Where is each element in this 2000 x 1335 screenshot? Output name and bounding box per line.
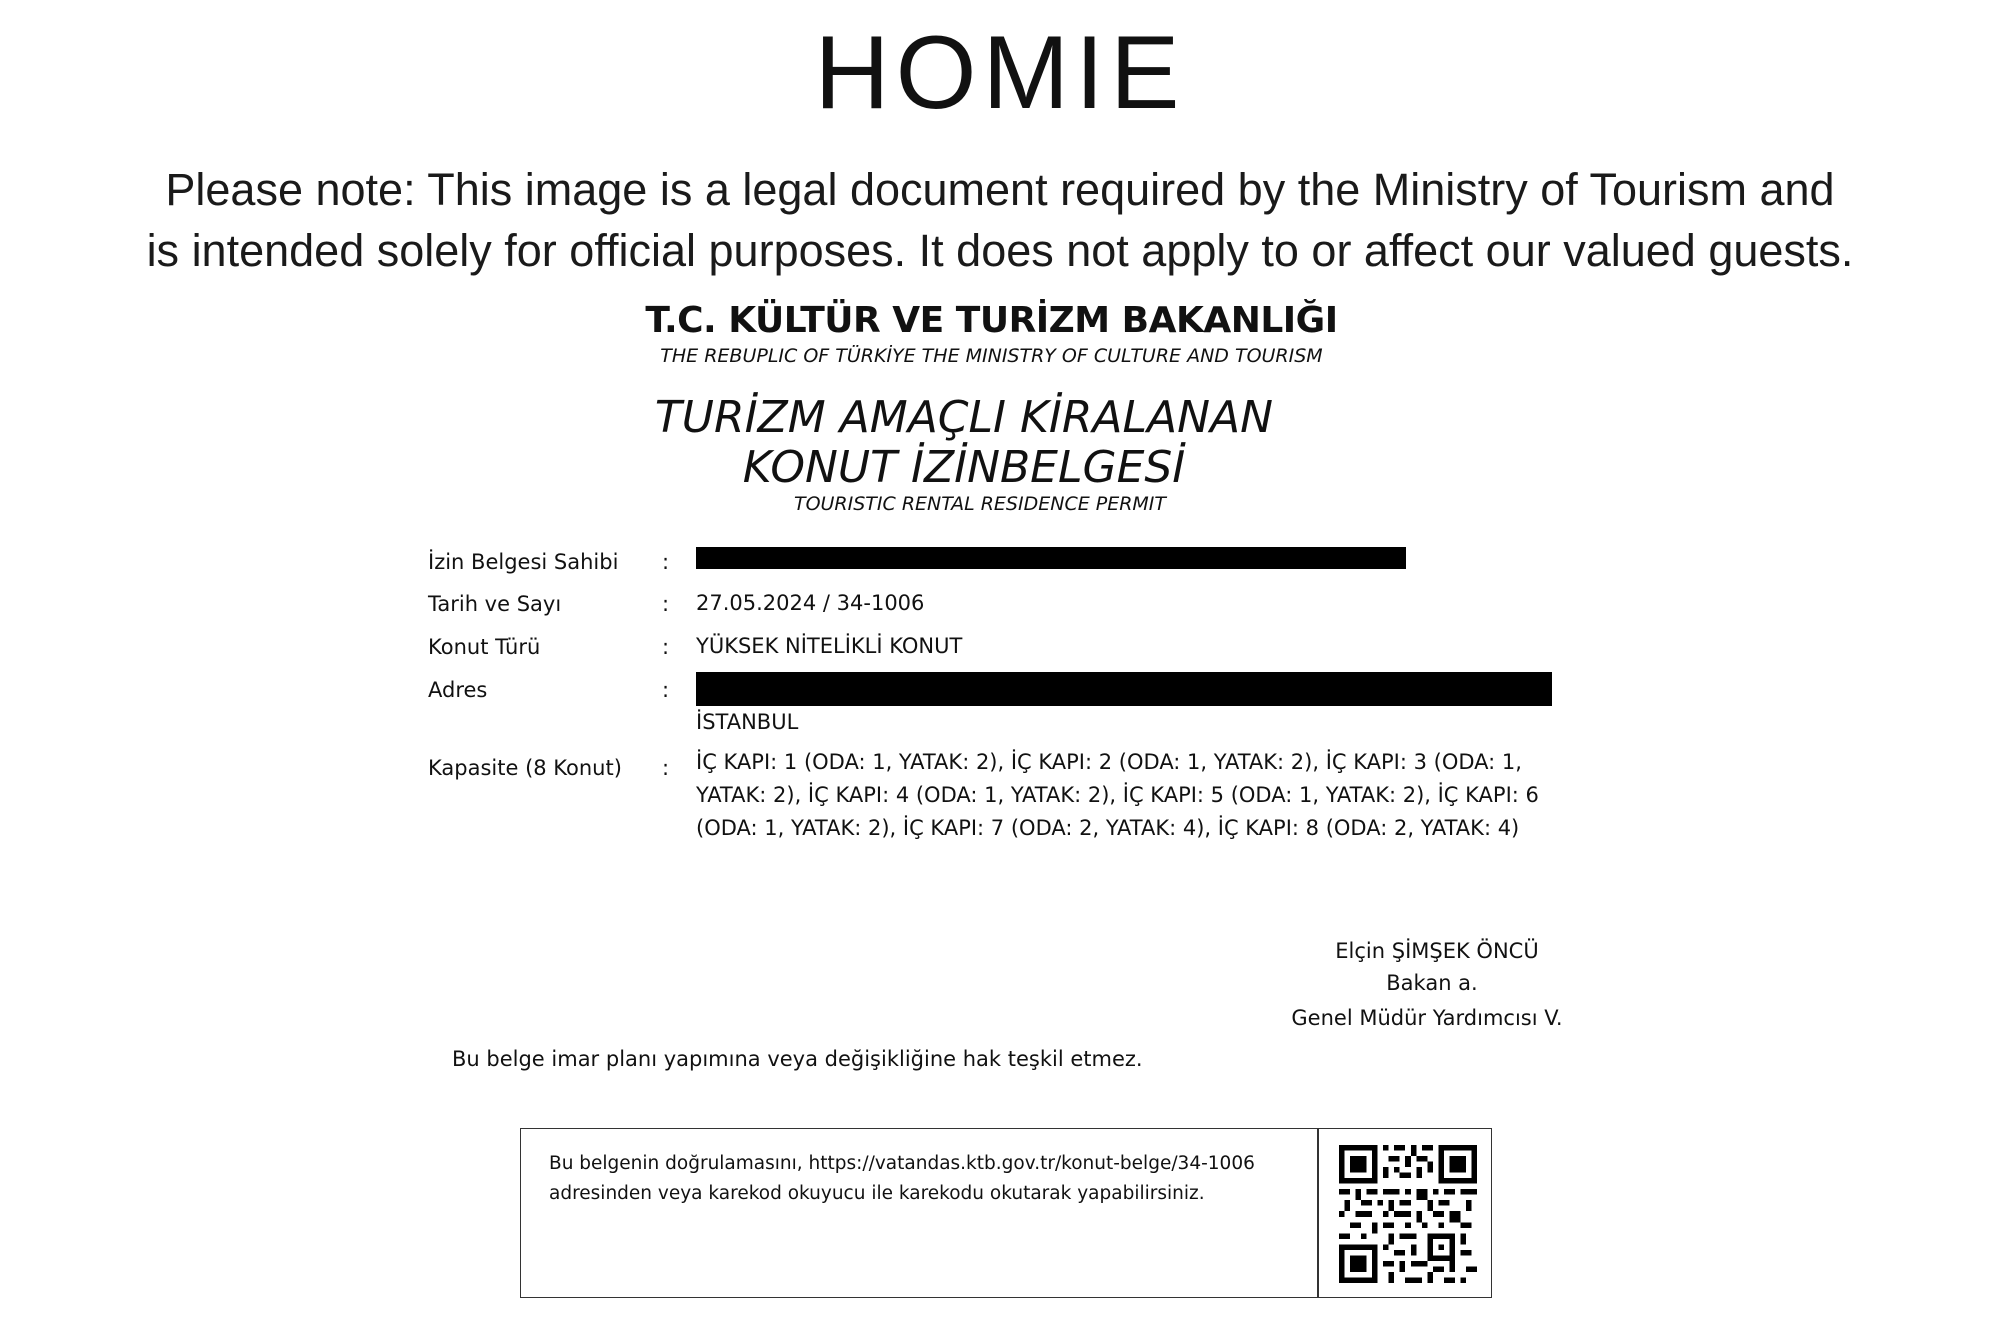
address-city: İSTANBUL xyxy=(696,710,799,734)
verification-line-1: Bu belgenin doğrulamasını, https://vatandas.ktb.gov.tr/konut-belge/34-1006 xyxy=(549,1153,1255,1174)
zoning-disclaimer: Bu belge imar planı yapımına veya değişikliğine hak teşkil etmez. xyxy=(452,1047,1143,1071)
capacity-line-2: YATAK: 2), İÇ KAPI: 4 (ODA: 1, YATAK: 2), İÇ KAPI: 5 (ODA: 1, YATAK: 2), İÇ KAPI: 6 xyxy=(696,783,1539,807)
date-label: Tarih ve Sayı xyxy=(428,592,562,616)
signatory-role-2: Genel Müdür Yardımcısı V. xyxy=(1291,1006,1563,1030)
date-colon: : xyxy=(662,592,670,616)
permit-title-line-2: KONUT İZİNBELGESİ xyxy=(742,442,1186,493)
holder-redaction xyxy=(696,547,1406,569)
type-label: Konut Türü xyxy=(428,635,541,659)
capacity-line-1: İÇ KAPI: 1 (ODA: 1, YATAK: 2), İÇ KAPI: 2 (ODA: 1, YATAK: 2), İÇ KAPI: 3 (ODA: 1, xyxy=(696,750,1522,774)
verification-divider xyxy=(1317,1129,1319,1297)
signatory-name: Elçin ŞİMŞEK ÖNCÜ xyxy=(1335,939,1539,963)
permit-title-line-1: TURİZM AMAÇLI KİRALANAN xyxy=(654,392,1274,443)
permit-title-english: TOURISTIC RENTAL RESIDENCE PERMIT xyxy=(793,493,1167,515)
verification-box xyxy=(520,1128,1492,1298)
address-redaction xyxy=(696,672,1552,706)
ministry-title: T.C. KÜLTÜR VE TURİZM BAKANLIĞI xyxy=(645,300,1338,341)
type-colon: : xyxy=(662,635,670,659)
signatory-role-1: Bakan a. xyxy=(1386,971,1478,995)
ministry-subtitle: THE REBUPLIC OF TÜRKİYE THE MINISTRY OF CULTURE AND TOURISM xyxy=(660,345,1323,367)
holder-colon: : xyxy=(662,550,670,574)
address-label: Adres xyxy=(428,678,488,702)
qr-code-icon[interactable] xyxy=(1339,1145,1477,1283)
address-colon: : xyxy=(662,678,670,702)
type-value: YÜKSEK NİTELİKLİ KONUT xyxy=(696,634,963,658)
homie-logo: HOMIE xyxy=(814,15,1186,131)
capacity-line-3: (ODA: 1, YATAK: 2), İÇ KAPI: 7 (ODA: 2, YATAK: 4), İÇ KAPI: 8 (ODA: 2, YATAK: 4) xyxy=(696,816,1520,840)
verification-text xyxy=(549,1149,1289,1209)
notice-line-1: Please note: This image is a legal document required by the Ministry of Tourism and xyxy=(165,164,1835,215)
capacity-label: Kapasite (8 Konut) xyxy=(428,756,622,780)
verification-line-2: adresinden veya karekod okuyucu ile karekodu okutarak yapabilirsiniz. xyxy=(549,1183,1205,1204)
notice-line-2: is intended solely for official purposes. It does not apply to or affect our valued guests. xyxy=(146,225,1854,276)
holder-label: İzin Belgesi Sahibi xyxy=(428,550,619,574)
capacity-colon: : xyxy=(662,756,670,780)
date-value: 27.05.2024 / 34-1006 xyxy=(696,591,925,615)
